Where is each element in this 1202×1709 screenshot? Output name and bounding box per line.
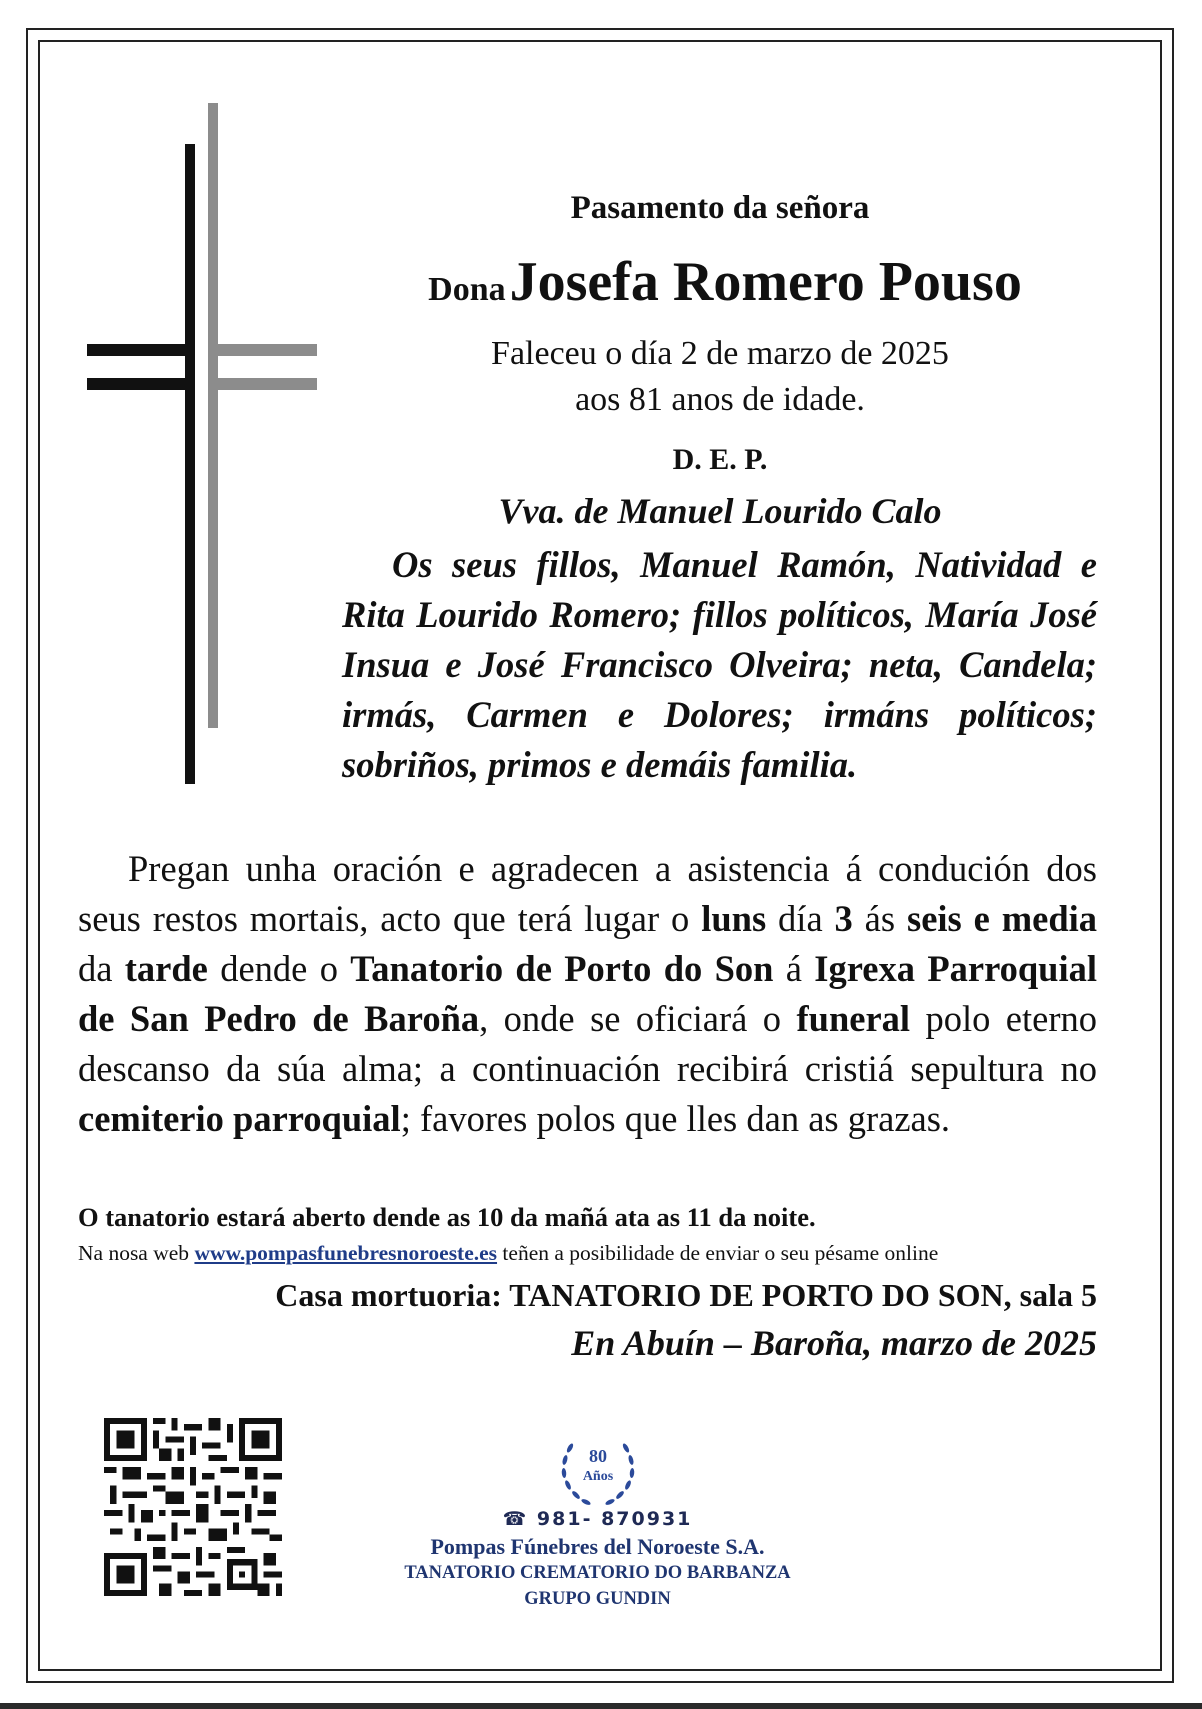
service-text: polo eterno descanso da súa alma; a continuación recibirá cristiá sepultura no	[78, 998, 1097, 1089]
web-note	[78, 1241, 1108, 1266]
service-text: día	[766, 898, 835, 939]
cross-black-vertical	[185, 144, 195, 784]
deceased-name-line	[340, 250, 1110, 314]
cross-gray-bar-top	[213, 344, 317, 356]
service-church: Igrexa Parroquial de San Pedro de Baroña	[78, 948, 1097, 1039]
web-prefix: Na nosa web	[78, 1241, 195, 1265]
service-paragraph	[78, 844, 1097, 1144]
cross-gray-vertical	[208, 103, 218, 728]
service-text: dende o	[207, 948, 351, 989]
service-text: Pregan unha oración e agradecen a asistencia á condución dos seus restos mortais, acto que terá lugar o	[78, 848, 1097, 939]
crematorium-name: TANATORIO CREMATORIO DO BARBANZA	[404, 1563, 791, 1583]
honorific: Dona	[428, 271, 506, 308]
phone-icon: ☎	[502, 1508, 529, 1530]
cross-black-bar-top	[87, 344, 190, 356]
service-day: luns	[701, 898, 767, 939]
deceased-name: Josefa Romero Pouso	[509, 251, 1022, 313]
service-date: 3	[834, 898, 853, 939]
service-text: ; favores polos que lles dan as grazas.	[400, 1098, 951, 1139]
svg-text:80: 80	[589, 1446, 607, 1466]
phone-number: 981- 870931	[536, 1508, 693, 1530]
mourners-paragraph: Os seus fillos, Manuel Ramón, Natividad e Rita Lourido Romero; fillos políticos, María José Insua e José Francisco Olveira; neta, Candela; irmás, Carmen e Dolores; irmáns políticos; sobriños, primos e demáis familia.	[342, 544, 1097, 785]
company-name: Pompas Fúnebres del Noroeste S.A.	[430, 1534, 765, 1559]
age: aos 81 anos de idade.	[575, 381, 865, 418]
death-date: Faleceu o día 2 de marzo de 2025	[491, 335, 949, 372]
group-name: GRUPO GUNDIN	[524, 1589, 671, 1609]
website-link[interactable]: www.pompasfunebresnoroeste.es	[194, 1241, 498, 1265]
cross-black-bar-bottom	[87, 378, 190, 390]
service-origin: Tanatorio de Porto do Son	[350, 948, 774, 989]
service-text: da	[78, 948, 125, 989]
place-date: En Abuín – Baroña, marzo de 2025	[571, 1323, 1097, 1363]
opening-hours: O tanatorio estará aberto dende as 10 da mañá ata as 11 da noite.	[78, 1202, 816, 1232]
service-funeral: funeral	[796, 998, 911, 1039]
bottom-edge-bar	[0, 1703, 1202, 1709]
service-cemetery: cemiterio parroquial	[78, 1098, 401, 1139]
service-time: seis e media	[906, 898, 1098, 939]
phone-line	[420, 1508, 775, 1530]
rip-abbreviation: D. E. P.	[672, 443, 768, 476]
service-text: , onde se oficiará o	[479, 998, 797, 1039]
web-suffix: teñen a posibilidade de enviar o seu pésame online	[497, 1241, 939, 1265]
service-text: ás	[852, 898, 907, 939]
anniversary-logo-icon	[548, 1418, 648, 1518]
qr-code-icon[interactable]	[104, 1418, 282, 1596]
service-text: á	[773, 948, 815, 989]
cross-gray-bar-bottom	[213, 378, 317, 390]
funeral-home-room: Casa mortuoria: TANATORIO DE PORTO DO SON, sala 5	[275, 1277, 1097, 1313]
intro-line: Pasamento da señora	[570, 190, 870, 226]
widow-of: Vva. de Manuel Lourido Calo	[498, 491, 942, 531]
svg-text:Años: Años	[582, 1469, 614, 1484]
service-period: tarde	[124, 948, 208, 989]
